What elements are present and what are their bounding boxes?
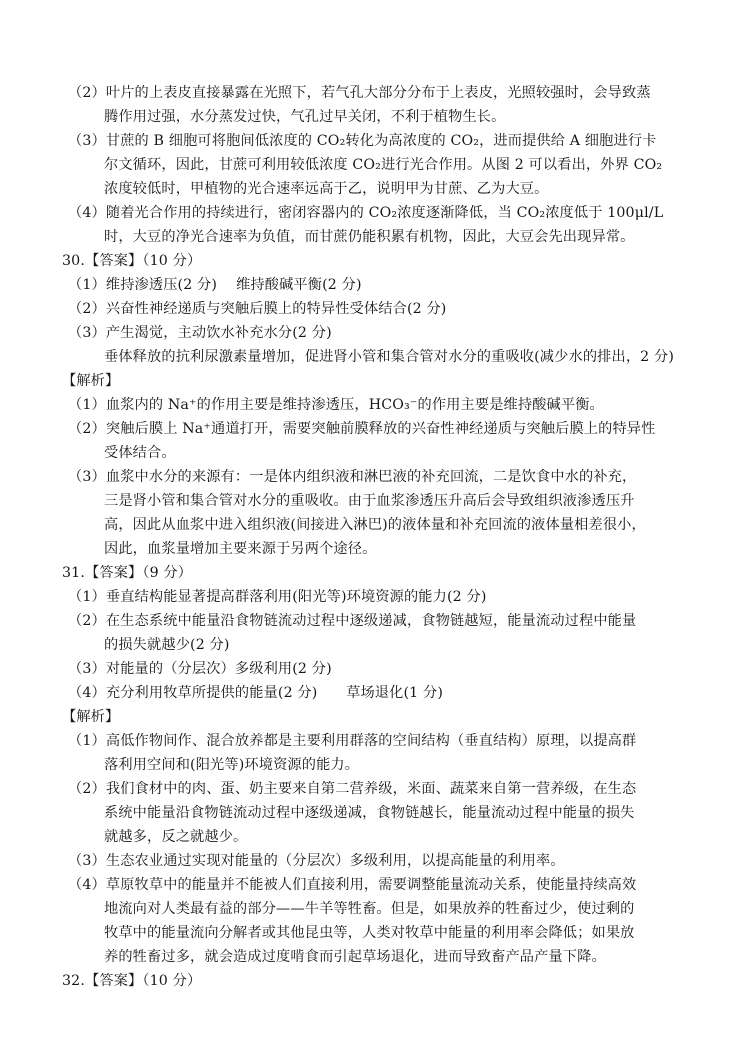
answer-heading-30: 30.【答案】（10 分） [62, 253, 202, 269]
text-line: 腾作用过强，水分蒸发过快，气孔过早关闭，不利于植物生长。 [104, 109, 506, 125]
text-line: （3）甘蔗的 B 细胞可将胞间低浓度的 CO₂转化为高浓度的 CO₂，进而提供给 A 细胞进行卡 [68, 133, 657, 149]
answer-heading-31: 31.【答案】（9 分） [62, 565, 193, 581]
text-line: 落利用空间和(阳光等)环境资源的能力。 [104, 757, 360, 773]
text-line: 系统中能量沿食物链流动过程中逐级递减，食物链越长，能量流动过程中能量的损失 [104, 805, 635, 821]
text-line: （2）我们食材中的肉、蛋、奶主要来自第二营养级，米面、蔬菜来自第一营养级，在生态 [68, 781, 637, 797]
text-line: （3）血浆中水分的来源有：一是体内组织液和淋巴液的补充回流，二是饮食中水的补充， [68, 469, 637, 485]
analysis-heading: 【解析】 [62, 709, 120, 725]
text-line: （4）随着光合作用的持续进行，密闭容器内的 CO₂浓度逐渐降低，当 CO₂浓度低于 100μl/L [68, 205, 664, 221]
text-line: 尔文循环，因此，甘蔗可利用较低浓度 CO₂进行光合作用。从图 2 可以看出，外界 CO₂ [104, 157, 663, 173]
text-line: 受体结合。 [104, 445, 176, 461]
text-line: 三是肾小管和集合管对水分的重吸收。由于血浆渗透压升高后会导致组织液渗透压升 [104, 493, 635, 509]
text-line: （3）生态农业通过实现对能量的（分层次）多级利用，以提高能量的利用率。 [68, 853, 565, 869]
text-line: （4）草原牧草中的能量并不能被人们直接利用，需要调整能量流动关系，使能量持续高效 [68, 877, 637, 893]
text-line: 地流向对人类最有益的部分——牛羊等牲畜。但是，如果放养的牲畜过少，使过剩的 [104, 901, 635, 917]
text-line: 浓度较低时，甲植物的光合速率远高于乙，说明甲为甘蔗、乙为大豆。 [104, 181, 549, 197]
text-line: （1）血浆内的 Na⁺的作用主要是维持渗透压，HCO₃⁻的作用主要是维持酸碱平衡。 [68, 397, 604, 413]
analysis-heading: 【解析】 [62, 373, 120, 389]
text-line: 垂体释放的抗利尿激素量增加，促进肾小管和集合管对水分的重吸收(减少水的排出，2 分) [104, 349, 675, 365]
text-line: （1）维持渗透压(2 分) 维持酸碱平衡(2 分) [68, 277, 362, 293]
text-line: （1）垂直结构能显著提高群落利用(阳光等)环境资源的能力(2 分) [68, 589, 487, 605]
text-line: （3）产生渴觉，主动饮水补充水分(2 分) [68, 325, 332, 341]
text-line: （2）叶片的上表皮直接暴露在光照下，若气孔大部分分布于上表皮，光照较强时，会导致蒸 [68, 85, 651, 101]
text-line: （3）对能量的（分层次）多级利用(2 分) [68, 661, 332, 677]
text-line: （2）突触后膜上 Na⁺通道打开，需要突触前膜释放的兴奋性神经递质与突触后膜上的特异性 [68, 421, 656, 437]
text-line: 高，因此从血浆中进入组织液(间接进入淋巴)的液体量和补充回流的液体量相差很小， [104, 517, 646, 533]
answer-heading-32: 32.【答案】（10 分） [62, 973, 202, 989]
text-line: 因此，血浆量增加主要来源于另两个途径。 [104, 541, 377, 557]
text-line: 的损失就越少(2 分) [104, 637, 230, 653]
text-line: （2）在生态系统中能量沿食物链流动过程中逐级递减，食物链越短，能量流动过程中能量 [68, 613, 637, 629]
text-line: （1）高低作物间作、混合放养都是主要利用群落的空间结构（垂直结构）原理，以提高群 [68, 733, 637, 749]
text-line: （2）兴奋性神经递质与突触后膜上的特异性受体结合(2 分) [68, 301, 447, 317]
text-line: 时，大豆的净光合速率为负值，而甘蔗仍能积累有机物，因此，大豆会先出现异常。 [104, 229, 635, 245]
text-line: 养的牲畜过多，就会造成过度啃食而引起草场退化，进而导致畜产品产量下降。 [104, 949, 606, 965]
text-line: （4）充分利用牧草所提供的能量(2 分) 草场退化(1 分) [68, 685, 444, 701]
text-line: 牧草中的能量流向分解者或其他昆虫等，人类对牧草中能量的利用率会降低；如果放 [104, 925, 635, 941]
text-line: 就越多，反之就越少。 [104, 829, 248, 845]
